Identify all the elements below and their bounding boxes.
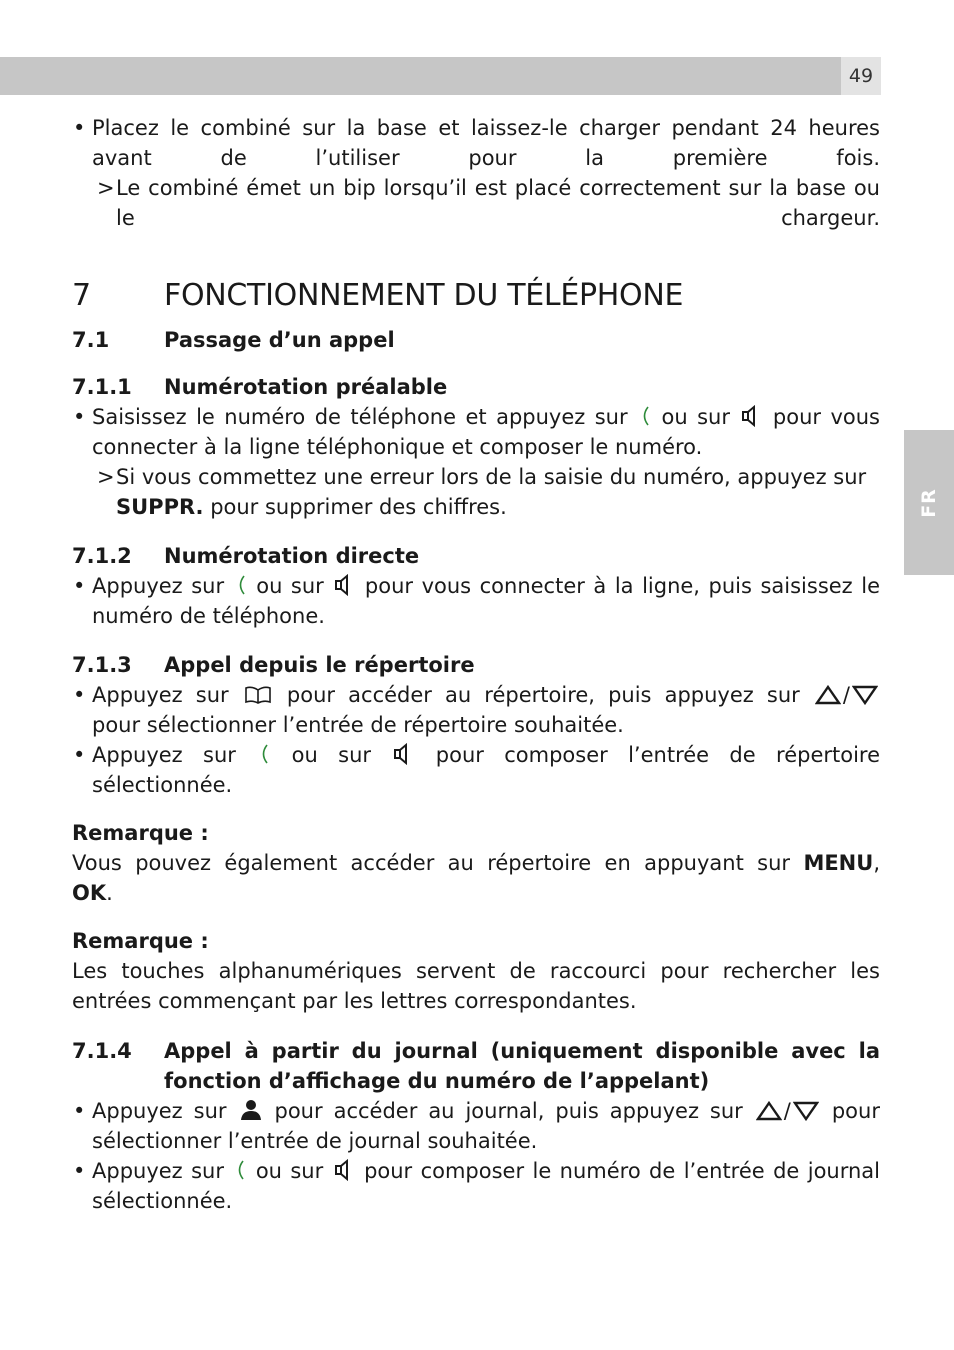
phone-handset-icon — [234, 1159, 245, 1181]
text: sélectionnée. — [92, 1189, 233, 1213]
phone-handset-icon — [639, 405, 650, 427]
section-7-1-2-heading — [72, 541, 880, 571]
text: sélectionnée. — [92, 773, 233, 797]
section-7-1-heading — [72, 325, 880, 355]
triangle-up-icon — [756, 1101, 782, 1121]
text: ou sur — [255, 1159, 324, 1183]
subsection-number: 7.1.2 — [72, 544, 132, 568]
text: pour composer le numéro de l’entrée de journal — [364, 1159, 880, 1183]
text: Vous pouvez également accéder au répertoire en appuyant sur — [72, 851, 791, 875]
subsection-number: 7.1.1 — [72, 375, 132, 399]
open-book-icon — [244, 685, 272, 705]
subsection-title: Numérotation préalable — [164, 375, 448, 399]
bullet-calllog-dial — [72, 1156, 880, 1216]
text: . — [106, 881, 113, 905]
key-suppr: SUPPR. — [116, 495, 204, 519]
page-number: 49 — [841, 57, 881, 95]
text: pour accéder au répertoire, puis appuyez sur — [286, 683, 800, 707]
speaker-icon — [334, 574, 354, 596]
text: Si vous commettez une erreur lors de la saisie du numéro, appuyez sur — [116, 465, 867, 489]
triangle-down-icon — [852, 685, 878, 705]
phone-handset-icon — [258, 743, 269, 765]
section-7-heading — [72, 278, 880, 314]
text: , — [873, 851, 880, 875]
text: Saisissez le numéro de téléphone et appuyez sur — [92, 405, 628, 429]
text: connecter à la ligne téléphonique et composer le numéro. — [92, 435, 703, 459]
slash: / — [783, 1099, 791, 1123]
text: pour vous — [772, 405, 880, 429]
bullet-predial — [72, 402, 880, 462]
text: pour — [831, 1099, 880, 1123]
subsection-title: Passage d’un appel — [164, 328, 395, 352]
page-content — [72, 113, 880, 1216]
subsection-title: Numérotation directe — [164, 544, 420, 568]
text: pour vous connecter à la ligne, puis saisissez le — [364, 574, 880, 598]
text: Appuyez sur — [92, 1099, 227, 1123]
speaker-icon — [393, 743, 413, 765]
triangle-up-icon — [815, 685, 841, 705]
title-line: fonction d’affichage du numéro de l’appelant) — [164, 1069, 710, 1093]
intro-bullet — [72, 113, 880, 173]
result-predial — [72, 462, 880, 522]
slash: / — [842, 683, 850, 707]
section-7-1-3-heading — [72, 650, 880, 680]
text: Appuyez sur — [92, 1159, 224, 1183]
note-label: Remarque : — [72, 929, 209, 953]
text: sélectionner l’entrée de journal souhaitée. — [92, 1129, 538, 1153]
subsection-number: 7.1.4 — [72, 1039, 132, 1063]
section-7-1-1-heading — [72, 372, 880, 402]
key-ok: OK — [72, 881, 107, 905]
result-arrow: > — [97, 176, 115, 200]
text: numéro de téléphone. — [92, 604, 325, 628]
subsection-title: Appel depuis le répertoire — [164, 653, 475, 677]
note-2 — [72, 926, 880, 1016]
language-tab-label: FR — [918, 487, 940, 518]
person-icon — [240, 1099, 262, 1121]
intro-result — [72, 173, 880, 233]
text: pour accéder au journal, puis appuyez sur — [274, 1099, 743, 1123]
subsection-title — [164, 1036, 880, 1096]
key-menu: MENU — [803, 851, 874, 875]
text: Appuyez sur — [92, 683, 229, 707]
text: Appuyez sur — [92, 743, 236, 767]
section-title: FONCTIONNEMENT DU TÉLÉPHONE — [164, 278, 684, 313]
bullet-calllog-select — [72, 1096, 880, 1156]
intro-result-text: Le combiné émet un bip lorsqu’il est placé correctement sur la base ou le chargeur. — [116, 176, 880, 230]
note-1 — [72, 818, 880, 908]
bullet-phonebook-dial — [72, 740, 880, 800]
speaker-icon — [741, 405, 761, 427]
text: pour composer l’entrée de répertoire — [435, 743, 881, 767]
triangle-down-icon — [793, 1101, 819, 1121]
header-bar — [0, 57, 841, 95]
intro-bullet-text: Placez le combiné sur la base et laissez-le charger pendant 24 heures avant de l’utiliser pour la première fois. — [92, 116, 880, 170]
subsection-number: 7.1 — [72, 328, 110, 352]
note-text: Les touches alphanumériques servent de raccourci pour rechercher les entrées commençant par les lettres correspondantes. — [72, 959, 880, 1013]
section-number: 7 — [72, 278, 91, 313]
note-label: Remarque : — [72, 821, 209, 845]
text: pour sélectionner l’entrée de répertoire souhaitée. — [92, 713, 624, 737]
text: ou sur — [291, 743, 372, 767]
phone-handset-icon — [235, 574, 246, 596]
text: ou sur — [661, 405, 730, 429]
bullet-direct — [72, 571, 880, 631]
title-line: Appel à partir du journal (uniquement disponible avec la — [164, 1039, 880, 1063]
text: ou sur — [256, 574, 324, 598]
language-tab — [904, 430, 954, 575]
bullet-phonebook-select — [72, 680, 880, 740]
section-7-1-4-heading — [72, 1036, 880, 1096]
text: Appuyez sur — [92, 574, 225, 598]
subsection-number: 7.1.3 — [72, 653, 132, 677]
speaker-icon — [334, 1159, 354, 1181]
result-arrow: > — [97, 465, 115, 489]
text: pour supprimer des chiffres. — [210, 495, 507, 519]
